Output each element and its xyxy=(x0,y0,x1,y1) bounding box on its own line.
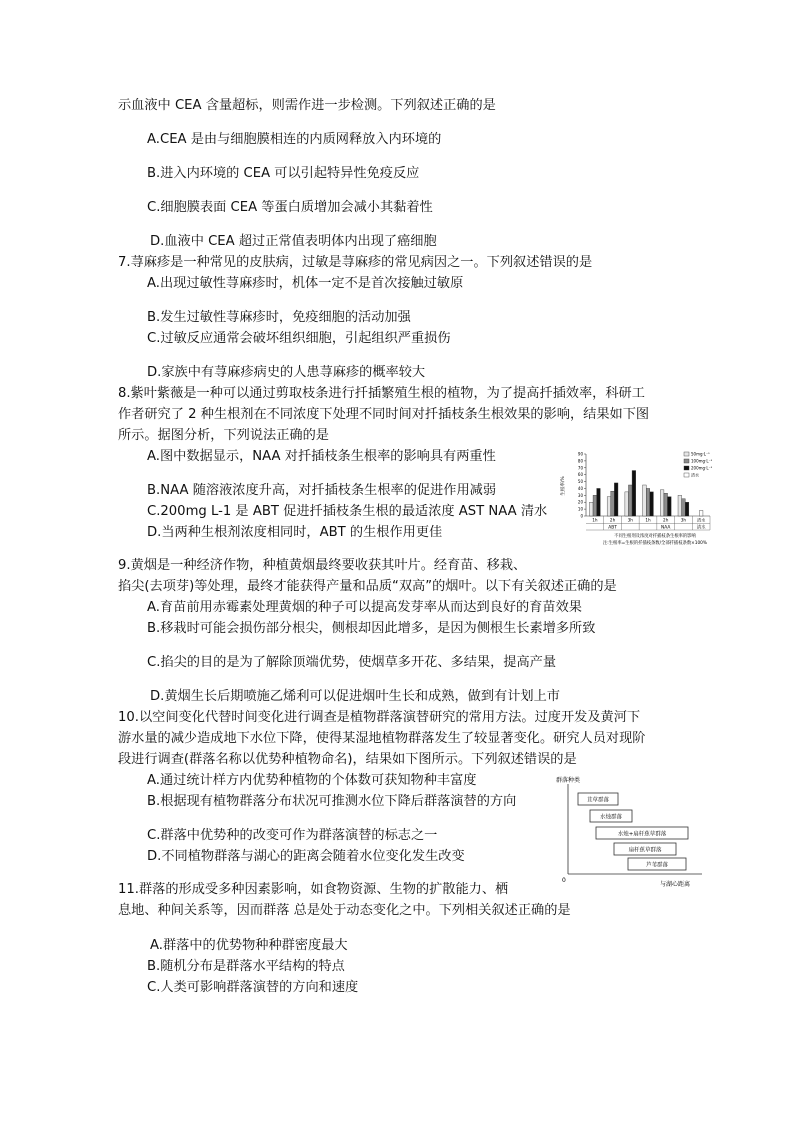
q8-stem-line-2: 作者研究了 2 种生根剂在不同浓度下处理不同时间对扦插枝条生根效果的影响，结果如下图 xyxy=(118,407,650,422)
chart-group-label: NAA xyxy=(661,525,671,531)
chart-x-tick-label: 2h xyxy=(609,517,616,523)
q11-stem-line-2: 息地、种间关系等，因而群落 总是处于动态变化之中。下列相关叙述正确的是 xyxy=(118,903,571,918)
chart-bar xyxy=(614,483,618,516)
chart-legend-swatch xyxy=(684,466,689,470)
chart-y-tick-label: 20 xyxy=(577,499,583,505)
chart-legend-swatch xyxy=(684,452,689,456)
chart-y-tick-label: 40 xyxy=(577,485,583,491)
community-label-3: 水烛+扇杆蕉草群落 xyxy=(617,831,667,838)
chart-bar xyxy=(597,488,601,516)
q6-option-b: B.进入内环境的 CEA 可以引起特异性免疫反应 xyxy=(147,166,420,181)
q7-stem: 7.荨麻疹是一种常见的皮肤病，过敏是荨麻疹的常见病因之一。下列叙述错误的是 xyxy=(118,255,593,270)
chart-legend-label: 清水 xyxy=(691,472,699,478)
chart-y-tick-label: 10 xyxy=(577,506,583,512)
rooting-chart-svg xyxy=(560,446,750,558)
chart-bar xyxy=(611,491,615,516)
community-label-1: 苴草群落 xyxy=(586,797,610,804)
q8-option-d: D.当两种生根剂浓度相同时，ABT 的生根作用更佳 xyxy=(147,525,443,540)
community-label-4: 扇杆蕉草群落 xyxy=(628,847,662,854)
q8-option-c: C.200mg L-1 是 ABT 促进扦插枝条生根的最适浓度 AST NAA 清水 xyxy=(147,504,548,519)
chart-legend-label: 200mg·L⁻¹ xyxy=(691,465,713,471)
chart-legend-label: 50mg·L⁻¹ xyxy=(691,451,710,457)
chart-group-label: 清水 xyxy=(696,525,706,531)
community-figure-svg xyxy=(556,774,706,892)
chart-bar xyxy=(628,485,632,516)
q11-option-a: A.群落中的优势物种种群密度最大 xyxy=(150,938,348,953)
chart-bar xyxy=(625,492,629,516)
q11-option-c: C.人类可影响群落演替的方向和速度 xyxy=(147,980,359,995)
chart-y-tick-label: 30 xyxy=(577,492,583,498)
community-origin: 0 xyxy=(562,877,566,884)
community-y-label: 群落种类 xyxy=(556,777,581,784)
chart-bar xyxy=(660,490,664,516)
community-x-label: 与湖心距离 xyxy=(660,881,691,888)
q9-option-a: A.育苗前用赤霉素处理黄烟的种子可以提高发芽率从而达到良好的育苗效果 xyxy=(147,600,582,615)
q9-option-d: D.黄烟生长后期喷施乙烯利可以促进烟叶生长和成熟，做到有计划上市 xyxy=(150,689,560,704)
chart-legend-swatch xyxy=(684,473,689,477)
chart-bar xyxy=(650,492,654,516)
chart-bar xyxy=(646,488,650,516)
chart-x-tick-label: 清水 xyxy=(696,517,706,523)
chart-caption: 不同生根剂及浓度对扦插枝条生根率的影响 xyxy=(614,534,696,539)
chart-y-tick-label: 90 xyxy=(577,451,583,457)
chart-legend-swatch xyxy=(684,459,689,463)
q8-stem-line-1: 8.紫叶紫薇是一种可以通过剪取枝条进行扦插繁殖生根的植物，为了提高扦插效率，科研工 xyxy=(118,386,645,401)
chart-y-axis-label: 生根率/% xyxy=(561,476,566,496)
community-figure xyxy=(556,774,706,896)
q11-stem-line-1: 11.群落的形成受多种因素影响，如食物资源、生物的扩散能力、栖 xyxy=(118,882,509,897)
chart-x-tick-label: 3h xyxy=(680,517,687,523)
q8-option-a: A.图中数据显示，NAA 对扦插枝条生根率的影响具有两重性 xyxy=(147,449,496,464)
chart-y-tick-label: 50 xyxy=(577,479,583,485)
chart-legend-label: 100mg·L⁻¹ xyxy=(691,458,713,464)
q9-option-b: B.移栽时可能会损伤部分根尖，侧根却因此增多，是因为侧根生长素增多所致 xyxy=(147,621,596,636)
q11-option-b: B.随机分布是群落水平结构的特点 xyxy=(147,959,345,974)
q7-option-d: D.家族中有荨麻疹病史的人患荨麻疹的概率较大 xyxy=(147,365,426,380)
q7-option-a: A.出现过敏性荨麻疹时，机体一定不是首次接触过敏原 xyxy=(147,276,464,291)
chart-note: 注:生根率=生根的扦插枝条数/全部扦插枝条数×100% xyxy=(602,541,708,546)
chart-y-tick-label: 0 xyxy=(580,513,583,519)
q7-option-c: C.过敏反应通常会破坏组织细胞，引起组织严重损伤 xyxy=(147,331,451,346)
q9-stem-line-2: 掐尖(去项芽)等处理，最终才能获得产量和品质“双高”的烟叶。以下有关叙述正确的是 xyxy=(118,579,617,594)
q8-stem-line-3: 所示。据图分析，下列说法正确的是 xyxy=(118,428,329,443)
chart-y-tick-label: 80 xyxy=(577,458,583,464)
chart-group-label: ABT xyxy=(608,525,617,531)
chart-bar xyxy=(607,497,611,516)
chart-y-tick-label: 70 xyxy=(577,465,583,471)
community-label-5: 芦苇群落 xyxy=(645,862,669,869)
chart-bar xyxy=(643,485,647,516)
chart-bar xyxy=(682,499,686,516)
q9-stem-line-1: 9.黄烟是一种经济作物，种植黄烟最终要收获其叶片。经育苗、移栽、 xyxy=(118,558,527,573)
chart-bar xyxy=(664,493,668,516)
q10-option-a: A.通过统计样方内优势种植物的个体数可获知物种丰富度 xyxy=(147,773,477,788)
chart-bar xyxy=(593,495,597,516)
chart-bar xyxy=(685,502,689,516)
q10-option-c: C.群落中优势种的改变可作为群落演替的标志之一 xyxy=(147,828,438,843)
chart-y-tick-label: 60 xyxy=(577,472,583,478)
q10-stem-line-3: 段进行调查(群落名称以优势种植物命名)，结果如下图所示。下列叙述错误的是 xyxy=(118,752,577,767)
q8-option-b: B.NAA 随溶液浓度升高，对扦插枝条生根率的促进作用减弱 xyxy=(147,483,497,498)
q7-option-b: B.发生过敏性荨麻疹时，免疫细胞的活动加强 xyxy=(147,310,411,325)
q10-stem-line-2: 游水量的减少造成地下水位下降，使得某湿地植物群落发生了较显著变化。研究人员对现阶 xyxy=(118,731,646,746)
q9-option-c: C.掐尖的目的是为了解除顶端优势，使烟草多开花、多结果，提高产量 xyxy=(147,655,557,670)
chart-bar xyxy=(632,471,636,516)
chart-x-tick-label: 3h xyxy=(627,517,633,523)
chart-x-tick-label: 1h xyxy=(592,517,598,523)
q6-option-c: C.细胞膜表面 CEA 等蛋白质增加会减小其黏着性 xyxy=(147,200,433,215)
q6-stem: 示血液中 CEA 含量超标，则需作进一步检测。下列叙述正确的是 xyxy=(118,98,496,113)
q6-option-d: D.血液中 CEA 超过正常值表明体内出现了癌细胞 xyxy=(150,234,437,249)
chart-x-tick-label: 1h xyxy=(645,517,651,523)
q10-option-d: D.不同植物群落与湖心的距离会随着水位变化发生改变 xyxy=(147,849,465,864)
q10-option-b: B.根据现有植物群落分布状况可推测水位下降后群落演替的方向 xyxy=(147,794,517,809)
q10-stem-line-1: 10.以空间变化代替时间变化进行调查是植物群落演替研究的常用方法。过度开发及黄河下 xyxy=(118,710,641,725)
q6-option-a: A.CEA 是由与细胞膜相连的内质网释放入内环境的 xyxy=(147,132,442,147)
community-label-2: 水烛群落 xyxy=(599,814,623,821)
chart-bar xyxy=(668,497,672,516)
chart-bar xyxy=(699,510,703,516)
rooting-chart xyxy=(560,446,750,562)
chart-bar xyxy=(589,502,593,516)
chart-x-tick-label: 2h xyxy=(663,517,669,523)
chart-bar xyxy=(678,495,682,516)
